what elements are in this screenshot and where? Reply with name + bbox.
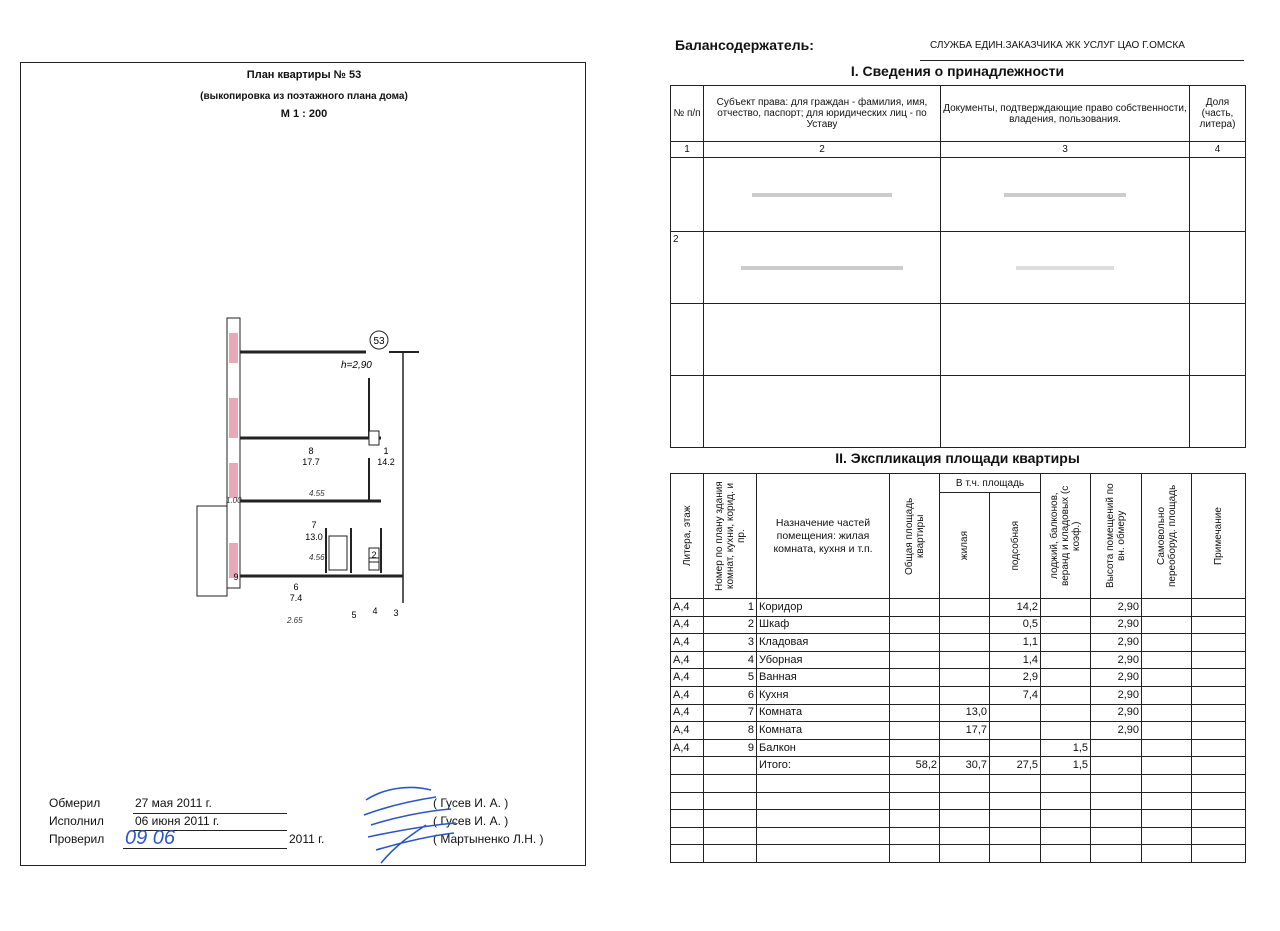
table-cell-aux: 2,9 <box>990 669 1041 687</box>
table-cell <box>1142 634 1192 652</box>
col-number: 1 <box>671 142 704 158</box>
col-header: Высота помещений по вн. обмеру <box>1105 483 1128 589</box>
table-cell <box>757 774 890 792</box>
section2-title: II. Экспликация площади квартиры <box>835 450 1080 466</box>
totals-cell-aux: 27,5 <box>990 757 1041 775</box>
table-cell-num: 1 <box>704 599 757 617</box>
table-cell-total <box>890 651 940 669</box>
measured-by-name: ( Гусев И. А. ) <box>433 796 509 810</box>
table-cell <box>940 792 990 810</box>
floor-plan-drawing <box>191 318 431 625</box>
table-cell <box>1192 810 1246 828</box>
table-cell <box>671 757 704 775</box>
table-cell <box>1142 704 1192 722</box>
table-cell-total <box>890 722 940 740</box>
table-cell-height: 2,90 <box>1091 616 1142 634</box>
table-cell <box>940 810 990 828</box>
table-cell-height: 2,90 <box>1091 704 1142 722</box>
table-cell-litera: А,4 <box>671 634 704 652</box>
table-cell <box>1041 792 1091 810</box>
table-cell-total <box>890 686 940 704</box>
table-row <box>671 651 1246 669</box>
col-header: подсобная <box>1009 520 1021 571</box>
table-cell-height: 2,90 <box>1091 634 1142 652</box>
table-cell <box>1142 722 1192 740</box>
table-cell-living: 17,7 <box>940 722 990 740</box>
checked-year: 2011 г. <box>289 832 325 846</box>
table-cell <box>1190 158 1246 232</box>
table-cell <box>757 792 890 810</box>
table-row <box>671 686 1246 704</box>
table-row <box>671 722 1246 740</box>
table-cell-litera: А,4 <box>671 739 704 757</box>
table-cell-name: Шкаф <box>757 616 890 634</box>
table-cell-litera: А,4 <box>671 651 704 669</box>
room-number: 4 <box>372 606 378 616</box>
table-cell-loggia <box>1041 634 1091 652</box>
dimension-label: 2.65 <box>287 616 303 625</box>
totals-cell-total: 58,2 <box>890 757 940 775</box>
col-header: Доля (часть, литера) <box>1190 86 1246 142</box>
room-number: 5 <box>351 610 357 620</box>
table-row <box>671 704 1246 722</box>
col-header: Примечание <box>1213 507 1225 565</box>
table-cell <box>1192 616 1246 634</box>
table-cell-name: Кладовая <box>757 634 890 652</box>
table-cell-height: 2,90 <box>1091 599 1142 617</box>
table-cell-living <box>940 739 990 757</box>
col-header: Литера, этаж <box>681 505 693 567</box>
table-cell <box>1142 739 1192 757</box>
table-cell-num: 4 <box>704 651 757 669</box>
table-cell-living <box>940 634 990 652</box>
table-cell <box>1190 376 1246 448</box>
table-cell-num: 2 <box>704 616 757 634</box>
table-cell <box>1091 792 1142 810</box>
table-cell <box>1192 669 1246 687</box>
table-cell <box>704 792 757 810</box>
table-cell <box>990 774 1041 792</box>
table-cell-living <box>940 651 990 669</box>
table-cell <box>890 810 940 828</box>
table-cell-aux <box>990 739 1041 757</box>
table-cell <box>1142 669 1192 687</box>
redacted-cell <box>704 232 941 304</box>
table-cell <box>1190 232 1246 304</box>
room-number: 2 <box>371 550 377 560</box>
table-cell <box>1190 304 1246 376</box>
dimension-label: 1.00 <box>226 496 242 505</box>
table-cell <box>1041 845 1091 863</box>
table-cell-loggia <box>1041 669 1091 687</box>
measured-date: 27 мая 2011 г. <box>135 796 212 810</box>
table-cell-name: Коридор <box>757 599 890 617</box>
table-cell-total <box>890 739 940 757</box>
table-cell <box>890 792 940 810</box>
table-cell-name: Ванная <box>757 669 890 687</box>
room-area: 17.7 <box>302 457 320 467</box>
table-cell <box>990 827 1041 845</box>
empty-row <box>671 845 1246 863</box>
totals-cell-loggia: 1,5 <box>1041 757 1091 775</box>
col-header: Самовольно переоборуд. площадь <box>1155 484 1178 588</box>
table-cell-aux: 7,4 <box>990 686 1041 704</box>
table-cell-loggia <box>1041 599 1091 617</box>
table-cell-litera: А,4 <box>671 599 704 617</box>
table-cell <box>890 827 940 845</box>
empty-row <box>671 774 1246 792</box>
room-number: 1 <box>383 446 389 456</box>
col-number: 4 <box>1190 142 1246 158</box>
room-number: 7 <box>311 520 317 530</box>
table-row <box>671 616 1246 634</box>
table-cell-aux <box>990 722 1041 740</box>
table-cell-loggia: 1,5 <box>1041 739 1091 757</box>
table-cell <box>704 376 941 448</box>
table-cell-aux: 1,4 <box>990 651 1041 669</box>
table-cell-height <box>1091 739 1142 757</box>
area-explication-table <box>670 473 1246 863</box>
table-cell-num: 7 <box>704 704 757 722</box>
table-cell <box>671 792 704 810</box>
table-cell <box>1142 774 1192 792</box>
table-cell <box>757 827 890 845</box>
table-cell <box>990 810 1041 828</box>
table-cell-litera: А,4 <box>671 669 704 687</box>
table-cell-loggia <box>1041 651 1091 669</box>
room-area: 13.0 <box>305 532 323 542</box>
table-cell <box>890 774 940 792</box>
table-cell-litera: А,4 <box>671 704 704 722</box>
table-cell-aux: 14,2 <box>990 599 1041 617</box>
checked-by-label: Проверил <box>49 832 105 846</box>
executed-date: 06 июня 2011 г. <box>135 814 220 828</box>
table-cell <box>1142 686 1192 704</box>
table-cell-total <box>890 704 940 722</box>
col-header: Назначение частей помещения: жилая комната, кухня и т.п. <box>757 474 890 599</box>
table-cell-total <box>890 634 940 652</box>
table-row <box>671 669 1246 687</box>
holder-value: СЛУЖБА ЕДИН.ЗАКАЗЧИКА ЖК УСЛУГ ЦАО Г.ОМСКА <box>930 40 1185 51</box>
table-cell <box>1192 599 1246 617</box>
totals-row <box>671 757 1246 775</box>
table-cell <box>704 810 757 828</box>
table-cell <box>1142 827 1192 845</box>
empty-row <box>671 827 1246 845</box>
table-cell-num: 8 <box>704 722 757 740</box>
measured-by-label: Обмерил <box>49 796 101 810</box>
table-cell <box>1192 774 1246 792</box>
section1-title: I. Сведения о принадлежности <box>850 63 1065 79</box>
executed-by-name: ( Гусев И. А. ) <box>433 814 509 828</box>
table-cell <box>1041 774 1091 792</box>
table-cell-total <box>890 669 940 687</box>
table-cell-name: Комната <box>757 704 890 722</box>
executed-by-label: Исполнил <box>49 814 104 828</box>
table-cell-litera: А,4 <box>671 686 704 704</box>
table-cell <box>941 376 1190 448</box>
table-cell <box>704 304 941 376</box>
table-cell <box>1091 845 1142 863</box>
table-cell <box>1192 827 1246 845</box>
redacted-cell <box>941 232 1190 304</box>
table-cell <box>757 810 890 828</box>
table-cell <box>1091 757 1142 775</box>
table-cell <box>1041 827 1091 845</box>
table-cell-height: 2,90 <box>1091 722 1142 740</box>
table-cell-living <box>940 616 990 634</box>
col-header: Номер по плану здания комнат, кухни, корид. и пр. <box>713 481 747 591</box>
table-row <box>671 739 1246 757</box>
redacted-cell <box>941 158 1190 232</box>
table-cell <box>1142 757 1192 775</box>
table-cell <box>990 792 1041 810</box>
table-cell <box>671 304 704 376</box>
col-header: лоджий, балконов, веранд и кладовых (с коэф.) <box>1049 485 1083 587</box>
col-header: Общая площадь квартиры <box>903 497 926 575</box>
table-cell <box>1142 845 1192 863</box>
table-cell-loggia <box>1041 704 1091 722</box>
table-cell <box>671 827 704 845</box>
plan-title: План квартиры № 53 <box>246 69 362 81</box>
room-number: 6 <box>293 582 299 592</box>
table-cell <box>704 845 757 863</box>
room-number: 9 <box>233 572 239 582</box>
table-cell <box>671 810 704 828</box>
table-cell <box>1142 616 1192 634</box>
table-cell <box>704 757 757 775</box>
table-cell-litera: А,4 <box>671 722 704 740</box>
table-cell-num: 5 <box>704 669 757 687</box>
table-cell <box>1192 792 1246 810</box>
table-cell <box>671 845 704 863</box>
room-area: 14.2 <box>377 457 395 467</box>
room-number: 3 <box>393 608 399 618</box>
table-cell <box>1091 774 1142 792</box>
table-cell-living <box>940 686 990 704</box>
col-header: Субъект права: для граждан - фамилия, имя, отчество, паспорт; для юридических лиц - по Уставу <box>704 86 941 142</box>
totals-cell-label: Итого: <box>757 757 890 775</box>
table-cell <box>1142 651 1192 669</box>
table-cell <box>940 774 990 792</box>
table-cell <box>1091 827 1142 845</box>
table-cell <box>941 304 1190 376</box>
table-cell <box>1142 810 1192 828</box>
table-cell-total <box>890 599 940 617</box>
table-cell <box>1192 757 1246 775</box>
table-cell-aux: 1,1 <box>990 634 1041 652</box>
table-cell <box>671 774 704 792</box>
table-cell-living: 13,0 <box>940 704 990 722</box>
table-cell <box>704 827 757 845</box>
table-cell <box>1192 704 1246 722</box>
table-cell-height: 2,90 <box>1091 669 1142 687</box>
table-cell <box>990 845 1041 863</box>
table-row <box>671 599 1246 617</box>
table-cell: 2 <box>671 232 704 304</box>
redacted-cell <box>704 158 941 232</box>
empty-row <box>671 792 1246 810</box>
col-number: 3 <box>941 142 1190 158</box>
totals-cell-living: 30,7 <box>940 757 990 775</box>
table-cell-name: Уборная <box>757 651 890 669</box>
table-cell-num: 9 <box>704 739 757 757</box>
plan-scale: М 1 : 200 <box>280 108 328 120</box>
col-header: жилая <box>959 531 970 561</box>
table-cell-num: 3 <box>704 634 757 652</box>
checked-date-handwritten: 09 06 <box>125 827 176 849</box>
signature-line <box>123 848 287 849</box>
dimension-label: 4.55 <box>309 489 325 498</box>
table-cell-total <box>890 616 940 634</box>
table-cell-aux: 0,5 <box>990 616 1041 634</box>
empty-row <box>671 810 1246 828</box>
table-cell-litera: А,4 <box>671 616 704 634</box>
table-cell-loggia <box>1041 616 1091 634</box>
plan-subtitle: (выкопировка из поэтажного плана дома) <box>200 91 408 102</box>
table-cell <box>1091 810 1142 828</box>
table-cell <box>704 774 757 792</box>
table-cell <box>940 845 990 863</box>
table-cell-num: 6 <box>704 686 757 704</box>
col-number: 2 <box>704 142 941 158</box>
col-header: В т.ч. площадь <box>940 474 1041 493</box>
ownership-table <box>670 85 1246 448</box>
floor-plan-sheet <box>20 62 586 866</box>
table-cell <box>1192 739 1246 757</box>
table-cell <box>1142 792 1192 810</box>
table-cell <box>671 158 704 232</box>
table-cell-name: Комната <box>757 722 890 740</box>
table-cell <box>1192 651 1246 669</box>
table-cell <box>890 845 940 863</box>
apartment-marker: 53 <box>373 336 385 347</box>
col-header: № п/п <box>671 86 704 142</box>
table-cell <box>940 827 990 845</box>
table-cell-name: Балкон <box>757 739 890 757</box>
table-cell-living <box>940 599 990 617</box>
table-cell <box>1192 634 1246 652</box>
table-cell-height: 2,90 <box>1091 686 1142 704</box>
table-cell <box>671 376 704 448</box>
room-area: 7.4 <box>289 593 303 603</box>
ceiling-height-label: h=2,90 <box>341 360 372 371</box>
table-row <box>671 634 1246 652</box>
table-cell-name: Кухня <box>757 686 890 704</box>
table-cell <box>1192 845 1246 863</box>
table-cell-living <box>940 669 990 687</box>
table-cell-height: 2,90 <box>1091 651 1142 669</box>
table-cell <box>1041 810 1091 828</box>
dimension-label: 4.56 <box>309 553 325 562</box>
table-cell <box>1192 722 1246 740</box>
room-number: 8 <box>308 446 314 456</box>
table-cell-loggia <box>1041 686 1091 704</box>
checked-by-name: ( Мартыненко Л.Н. ) <box>433 832 544 846</box>
holder-label: Балансодержатель: <box>675 37 814 53</box>
table-cell <box>1142 599 1192 617</box>
table-cell <box>757 845 890 863</box>
table-cell <box>1192 686 1246 704</box>
table-cell-loggia <box>1041 722 1091 740</box>
holder-underline <box>920 60 1244 61</box>
col-header: Документы, подтверждающие право собственности, владения, пользования. <box>941 86 1190 142</box>
handwritten-signature <box>356 775 466 870</box>
table-cell-aux <box>990 704 1041 722</box>
